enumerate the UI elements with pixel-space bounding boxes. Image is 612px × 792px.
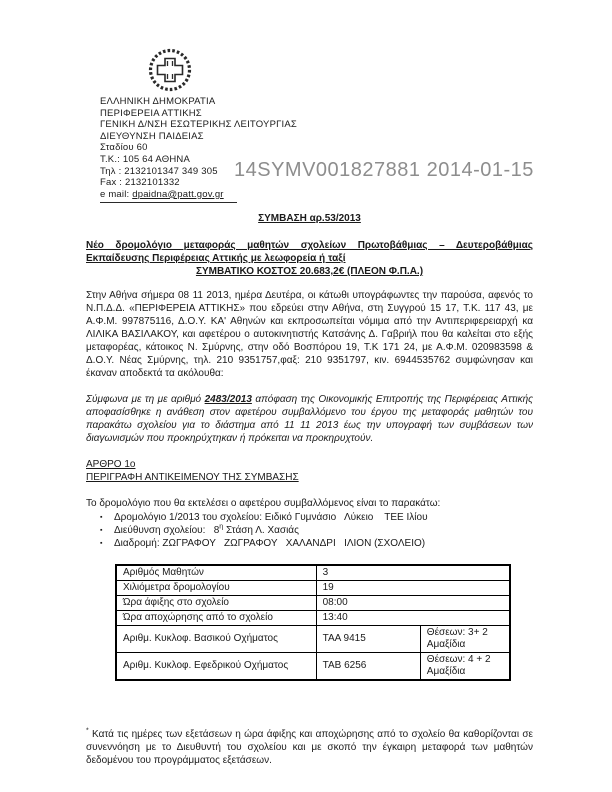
row-label: Χιλιόμετρα δρομολογίου <box>116 581 316 596</box>
letterhead-line: ΓΕΝΙΚΗ Δ/ΝΣΗ ΕΣΩΤΕΡΙΚΗΣ ΛΕΙΤΟΥΡΓΙΑΣ <box>100 119 297 131</box>
row-value: 08:00 <box>316 596 510 611</box>
email-label: e mail: <box>100 188 133 200</box>
row-seats: Θέσεων: 3+ 2 Αμαξίδια <box>420 626 510 653</box>
bullet-square-icon: ▪ <box>100 527 103 534</box>
letterhead <box>100 96 297 203</box>
bullet-address-text: Διεύθυνση σχολείου: $8^\eta$ Στάση Λ. Χασιάς <box>114 523 299 536</box>
bullet-item-route <box>100 511 533 524</box>
procurement-registry-stamp: 14SYMV001827881 2014-01-15 <box>234 159 534 181</box>
row-value: 19 <box>316 581 510 596</box>
row-value: 3 <box>316 565 510 581</box>
article-subheading: ΠΕΡΙΓΡΑΦΗ ΑΝΤΙΚΕΙΜΕΝΟΥ ΤΗΣ ΣΥΜΒΑΣΗΣ <box>86 472 299 483</box>
table-row <box>116 611 510 626</box>
bullet-item-path <box>100 537 533 550</box>
footnote-marker: * <box>86 727 89 735</box>
row-value: ΤΑΑ 9415 <box>316 626 420 653</box>
row-label: Αριθμ. Κυκλοφ. Εφεδρικού Οχήματος <box>116 653 316 681</box>
decision-text-suffix: απόφαση της Οικονομικής Επιτροπής της Περιφέρειας Αττικής αποφασίσθηκε η ανάθεση στον αφετέρου συμβαλλόμενο του έργου της μεταφοράς μαθητών του παρακάτω σχολείου για το διάστημα από 11 11 2013 έως την υπογραφή των συμβάσεων των διαγωνισμών που προκηρύχτηκαν ή πρόκειται να προκηρυχτούν. <box>86 394 533 444</box>
letterhead-line: Fax : 2132101332 <box>100 177 180 189</box>
letterhead-line: ΠΕΡΙΦΕΡΕΙΑ ΑΤΤΙΚΗΣ <box>100 107 202 119</box>
subject-heading: Νέο δρομολόγιο μεταφοράς μαθητών σχολείων Πρωτοβάθμιας – Δευτεροβάθμιας Εκπαίδευσης Περιφέρειας Αττικής με λεωφορεία ή ταξί <box>86 240 533 264</box>
table-row <box>116 565 510 581</box>
routes-table <box>115 564 511 681</box>
email-link[interactable]: dpaidna@patt.gov.gr <box>132 188 224 200</box>
header-divider <box>100 202 237 203</box>
row-value: 13:40 <box>316 611 510 626</box>
letterhead-line: Τ.Κ.: 105 64 ΑΘΗΝΑ <box>100 153 191 165</box>
contract-title: ΣΥΜΒΑΣΗ αρ.53/2013 <box>258 213 361 224</box>
letterhead-line: Σταδίου 60 <box>100 142 148 154</box>
table-row <box>116 653 510 681</box>
table-row <box>116 626 510 653</box>
bullet-route-text: Δρομολόγιο 1/2013 του σχολείου: Ειδικό Γυμνάσιο Λύκειο ΤΕΕ Ιλίου <box>114 512 428 523</box>
contract-body <box>86 212 533 780</box>
bullet-square-icon: ▪ <box>100 514 103 521</box>
decision-paragraph <box>86 393 533 445</box>
article-heading: ΑΡΘΡΟ 1ο <box>86 459 136 470</box>
row-seats: Θέσεων: 4 + 2 Αμαξίδια <box>420 653 510 681</box>
footnote-text: Κατά τις ημέρες των εξετάσεων η ώρα άφιξης και αποχώρησης από το σχολείο θα καθορίζονται σε συνεννόηση με το Διευθυντή του σχολείου και με σκοπό την έγκαιρη μεταφορά των μαθητών δεδομένου του προγράμματος εξετάσεων. <box>86 729 533 766</box>
bullet-path-text: Διαδρομή: ΖΩΓΡΑΦΟΥ ΖΩΓΡΑΦΟΥ ΧΑΛΑΝΔΡΙ ΙΛΙΟΝ (ΣΧΟΛΕΙΟ) <box>114 538 426 549</box>
cost-heading: ΣΥΜΒΑΤΙΚΟ ΚΟΣΤΟΣ 20.683,2€ (ΠΛΕΟΝ Φ.Π.Α.) <box>195 266 424 277</box>
bullet-item-address <box>100 524 533 537</box>
row-label: Αριθμός Μαθητών <box>116 565 316 581</box>
table-row <box>116 581 510 596</box>
bullet-square-icon: ▪ <box>100 540 103 547</box>
row-value: ΤΑΒ 6256 <box>316 653 420 681</box>
route-intro: Το δρομολόγιο που θα εκτελέσει ο αφετέρου συμβαλλόμενος είναι το παρακάτω: <box>86 498 441 509</box>
row-label: Αριθμ. Κυκλοφ. Βασικού Οχήματος <box>116 626 316 653</box>
letterhead-line: ΔΙΕΥΘΥΝΣΗ ΠΑΙΔΕΙΑΣ <box>100 130 204 142</box>
decision-text-prefix: Σύμφωνα με τη με αριθμό <box>86 394 205 405</box>
footnote <box>86 728 533 767</box>
letterhead-line: ΕΛΛΗΝΙΚΗ ΔΗΜΟΚΡΑΤΙΑ <box>100 96 216 107</box>
greek-coat-of-arms-icon <box>146 45 194 95</box>
intro-paragraph: Στην Αθήνα σήμερα 08 11 2013, ημέρα Δευτέρα, οι κάτωθι υπογράφωντες την παρούσα, αφενός το Ν.Π.Δ.Δ. «ΠΕΡΙΦΕΡΕΙΑ ΑΤΤΙΚΗΣ» που εδρεύει στην Αθήνα, στη Συγγρού 15 17, Τ.Κ. 117 43, με Α.Φ.Μ. 997875116, Δ.Ο.Υ. ΚΑ' Αθηνών και εκπροσωπείται νόμιμα από την Αντιπεριφερειαρχή κα ΛΙΛΙΚΑ ΒΑΣΙΛΑΚΟΥ, και αφετέρου ο αυτοκινητιστής Κατσάνης Δ. Γαβριήλ που θα καλείται στο εξής μεταφορέας, κάτοικος Ν. Σμύρνης, στην οδό Βοσπόρου 19, Τ.Κ 171 24, με Α.Φ.Μ. 020983598 & Δ.Ο.Υ. Νέας Σμύρνης, τηλ. 210 9351757,φαξ: 210 9351797, κιν. 6944535762 συμφώνησαν και έκαναν αποδεκτά τα ακόλουθα: <box>86 290 533 379</box>
decision-number: 2483/2013 <box>204 394 252 405</box>
route-bullet-list <box>100 511 533 550</box>
letterhead-line: Τηλ : 2132101347 349 305 <box>100 165 218 177</box>
table-row <box>116 596 510 611</box>
row-label: Ώρα αποχώρησης από το σχολείο <box>116 611 316 626</box>
row-label: Ώρα άφιξης στο σχολείο <box>116 596 316 611</box>
